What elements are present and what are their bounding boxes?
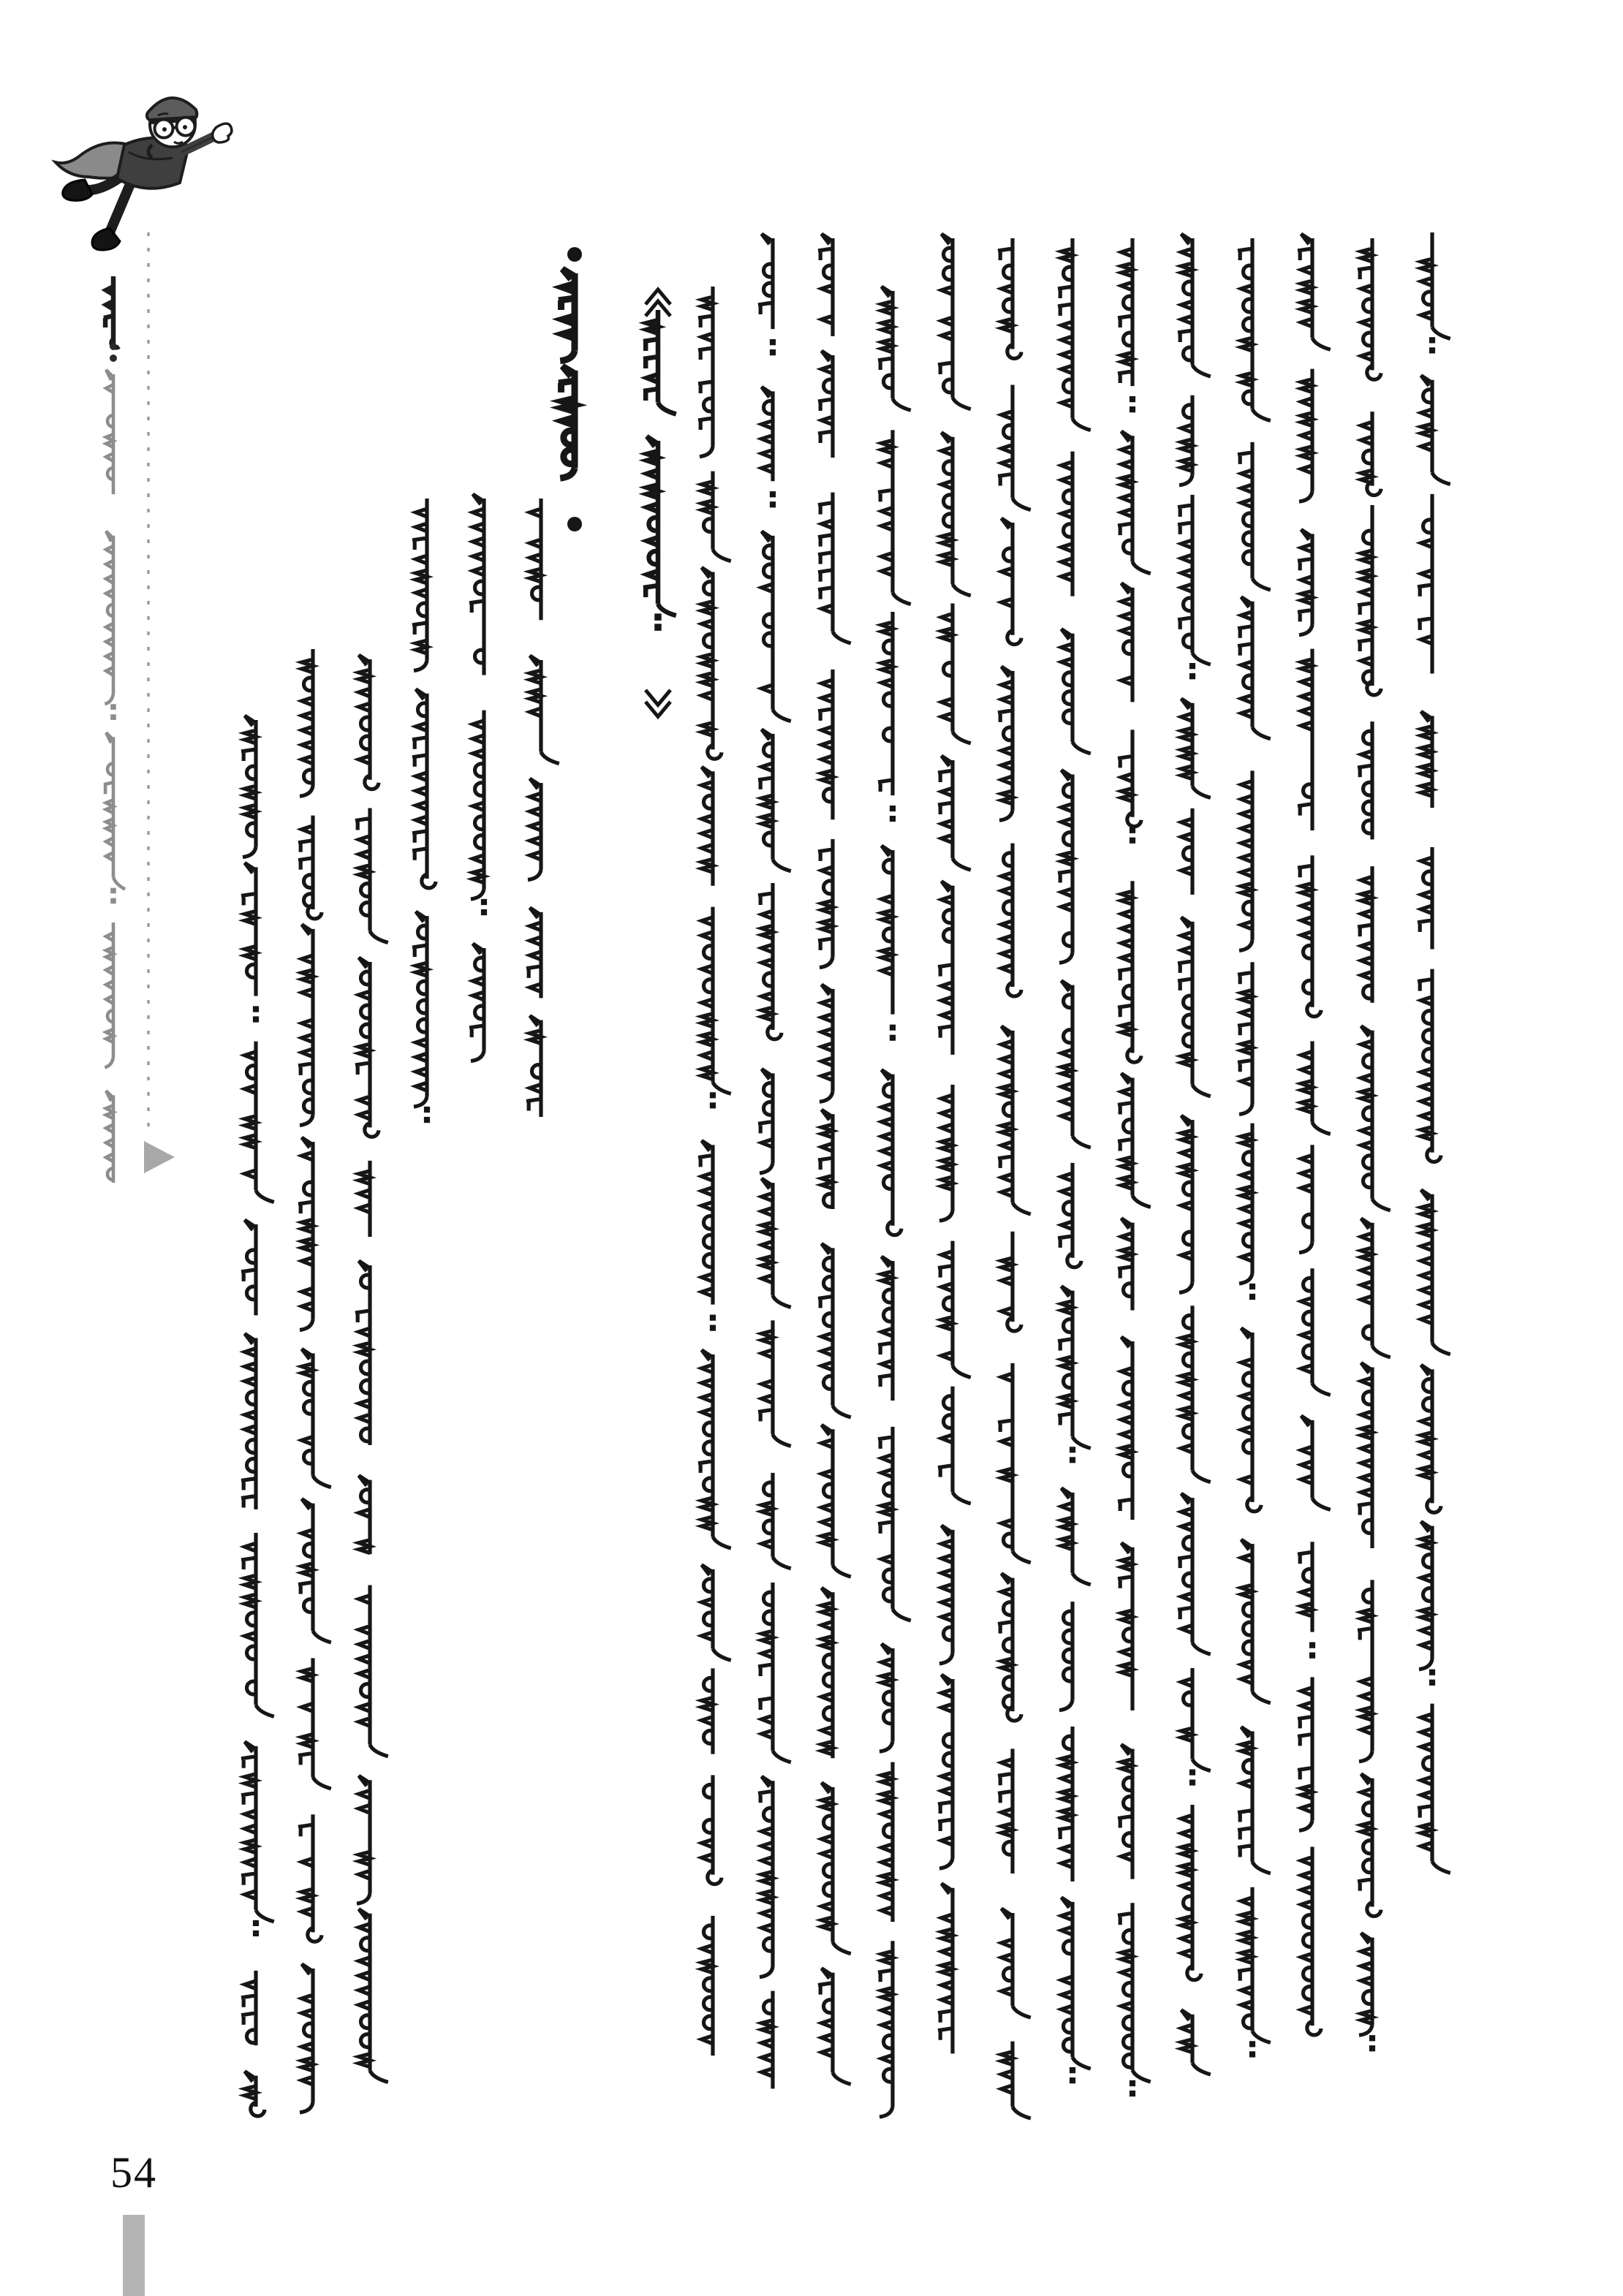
note-column — [104, 370, 125, 1183]
note-column — [104, 276, 119, 347]
text-column — [818, 234, 851, 2084]
note-colon-mark — [110, 355, 117, 362]
text-column — [355, 655, 388, 2083]
text-column — [698, 287, 731, 2056]
text-column — [1118, 238, 1151, 2082]
title-bracket-close-mark — [646, 690, 670, 716]
note-arrow-icon — [144, 1141, 175, 1173]
text-column — [1238, 238, 1271, 2042]
text-column — [938, 234, 971, 2053]
page-number: 54 — [110, 2148, 157, 2197]
text-column — [1418, 232, 1450, 1873]
text-column — [878, 287, 911, 2117]
text-column — [298, 649, 331, 2113]
text-column — [241, 716, 274, 2116]
text-column-book-title — [643, 310, 676, 615]
text-column-subheading-bold — [559, 269, 575, 478]
text-column — [1178, 234, 1211, 2075]
note-colon-mark — [110, 343, 117, 350]
page-edge-bookmark — [123, 2215, 145, 2296]
text-column — [998, 238, 1031, 2118]
text-column — [1358, 238, 1391, 2035]
subheading-bullet-mark — [567, 247, 582, 262]
text-column — [1058, 238, 1091, 2069]
text-column — [469, 494, 484, 1061]
text-column — [412, 499, 436, 1107]
text-column — [1298, 234, 1331, 2035]
text-column — [758, 234, 791, 2088]
subheading-bullet-mark — [567, 517, 582, 531]
text-column — [526, 499, 559, 1117]
